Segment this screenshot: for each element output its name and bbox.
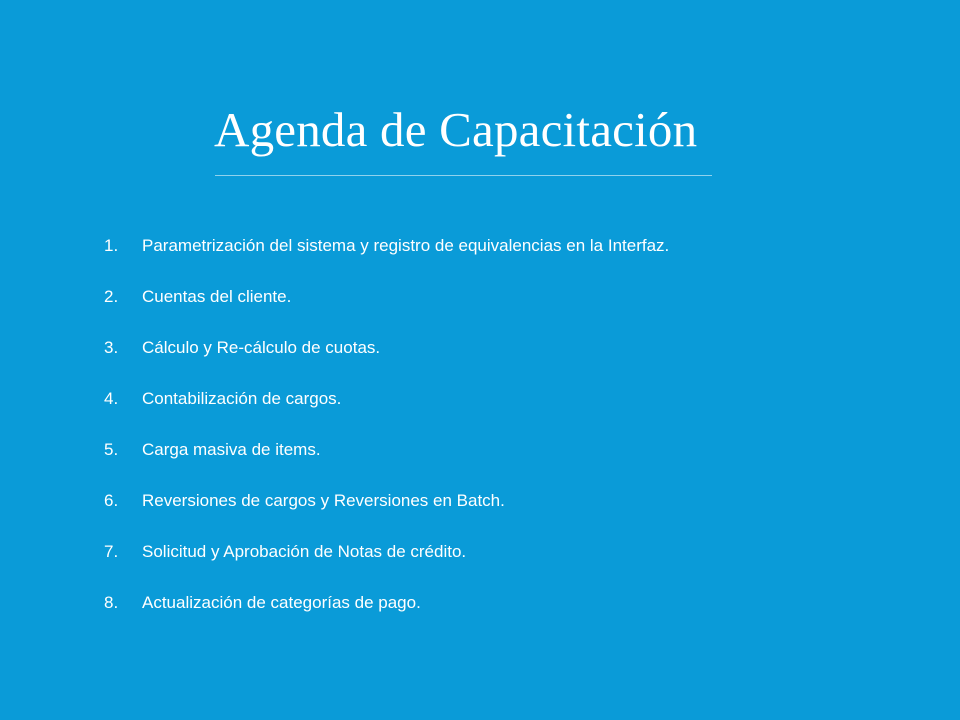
agenda-item-number: 1. xyxy=(104,235,119,255)
agenda-item-text: Cuentas del cliente. xyxy=(142,286,292,306)
agenda-item-number: 6. xyxy=(104,490,119,510)
agenda-item-6 xyxy=(104,475,669,526)
agenda-item-3 xyxy=(104,322,669,373)
title-underline xyxy=(215,175,712,176)
agenda-item-number: 2. xyxy=(104,286,119,306)
agenda-item-text: Reversiones de cargos y Reversiones en Batch. xyxy=(142,490,505,510)
agenda-item-text: Carga masiva de items. xyxy=(142,439,321,459)
agenda-item-number: 7. xyxy=(104,541,119,561)
agenda-item-number: 4. xyxy=(104,388,119,408)
agenda-item-7 xyxy=(104,526,669,577)
agenda-item-number: 8. xyxy=(104,592,119,612)
agenda-item-number: 5. xyxy=(104,439,119,459)
agenda-item-text: Actualización de categorías de pago. xyxy=(142,592,421,612)
agenda-item-8 xyxy=(104,577,669,628)
agenda-item-4 xyxy=(104,373,669,424)
agenda-item-text: Parametrización del sistema y registro de equivalencias en la Interfaz. xyxy=(142,235,670,255)
slide-title: Agenda de Capacitación xyxy=(214,102,698,157)
agenda-list xyxy=(104,220,669,628)
agenda-item-text: Contabilización de cargos. xyxy=(142,388,342,408)
agenda-item-2 xyxy=(104,271,669,322)
agenda-item-text: Cálculo y Re-cálculo de cuotas. xyxy=(142,337,381,357)
agenda-item-1 xyxy=(104,220,669,271)
agenda-item-text: Solicitud y Aprobación de Notas de crédito. xyxy=(142,541,467,561)
agenda-item-number: 3. xyxy=(104,337,119,357)
agenda-item-5 xyxy=(104,424,669,475)
